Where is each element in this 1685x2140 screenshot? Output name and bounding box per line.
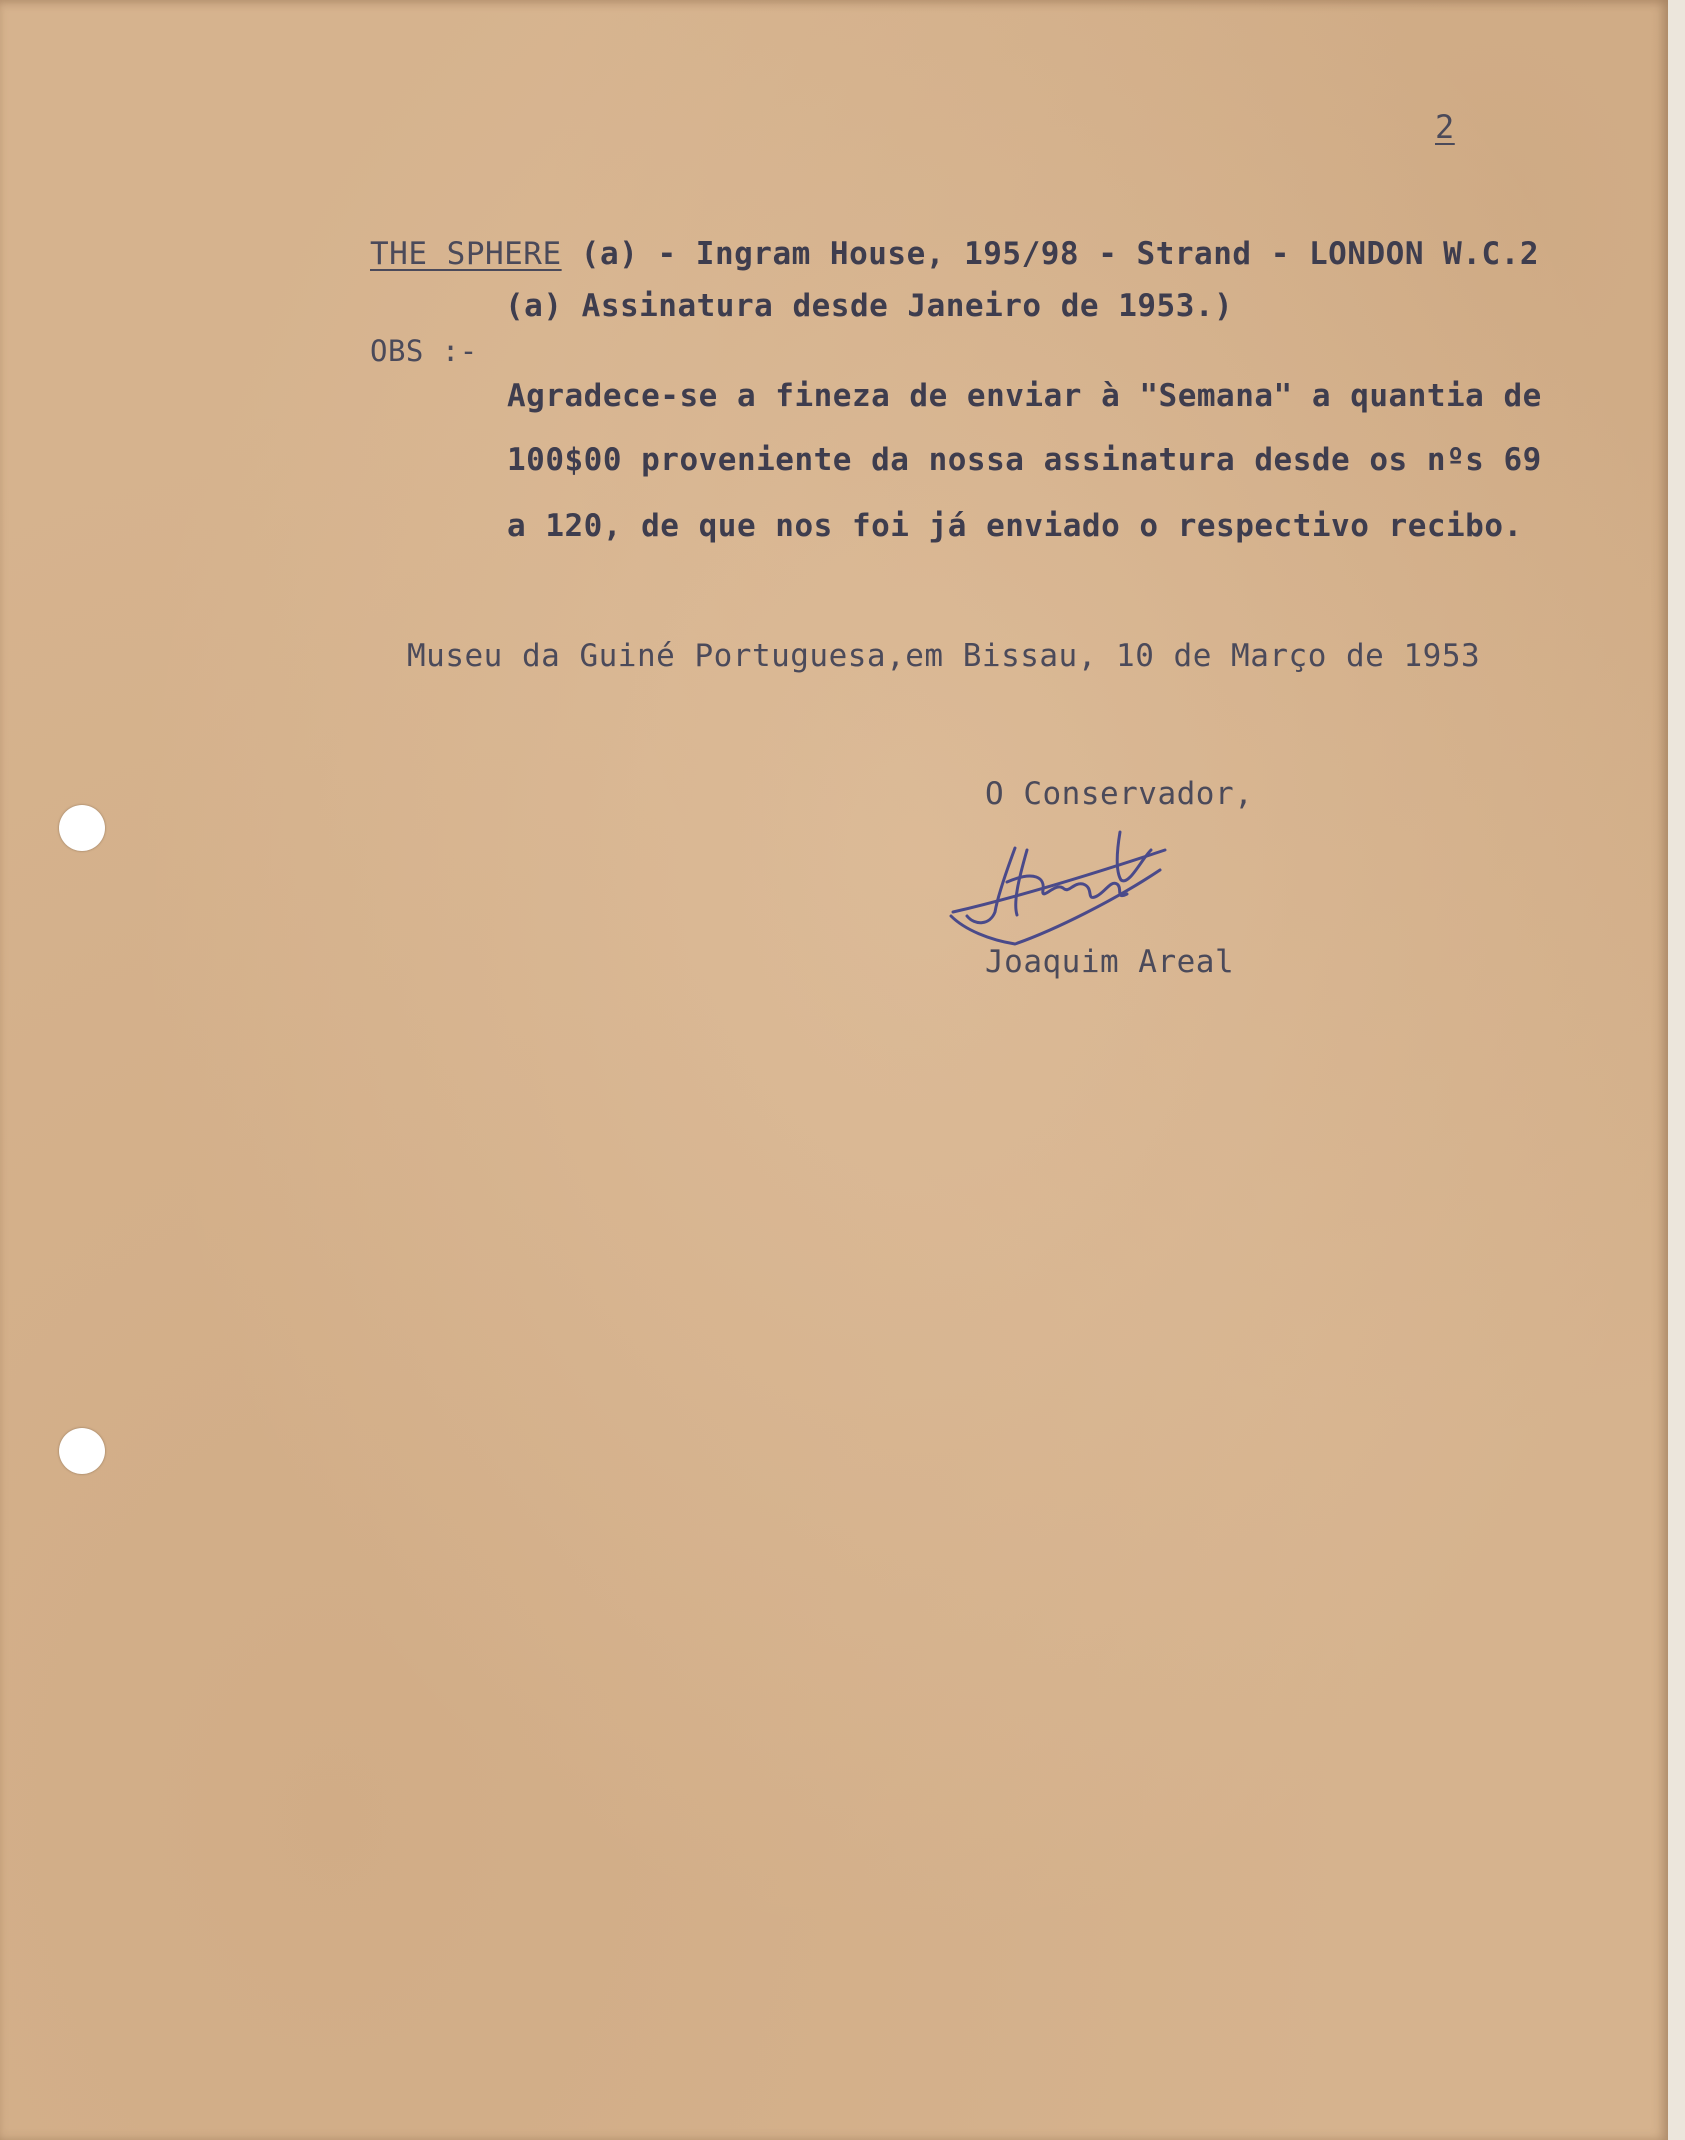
obs-line-3: a 120, de que nos foi já enviado o respectivo recibo. xyxy=(507,508,1523,544)
closing: O Conservador, xyxy=(985,776,1254,812)
punch-hole-top xyxy=(59,805,105,851)
obs-line-1: Agradece-se a fineza de enviar à "Semana" a quantia de xyxy=(507,378,1542,414)
obs-line-2: 100$00 proveniente da nossa assinatura desde os nºs 69 xyxy=(507,442,1542,478)
signature xyxy=(945,820,1215,950)
entry-address: (a) - Ingram House, 195/98 - Strand - LONDON W.C.2 xyxy=(561,236,1539,272)
page-number: 2 xyxy=(1435,108,1455,146)
entry-name: THE SPHERE xyxy=(370,236,562,272)
place-date: Museu da Guiné Portuguesa,em Bissau, 10 de Março de 1953 xyxy=(407,638,1481,674)
scan-border xyxy=(1668,0,1685,2140)
entry-line xyxy=(370,236,1539,272)
entry-note: (a) Assinatura desde Janeiro de 1953.) xyxy=(505,288,1234,324)
obs-label: OBS :- xyxy=(370,334,478,368)
signatory-name: Joaquim Areal xyxy=(985,944,1235,980)
punch-hole-bottom xyxy=(59,1428,105,1474)
